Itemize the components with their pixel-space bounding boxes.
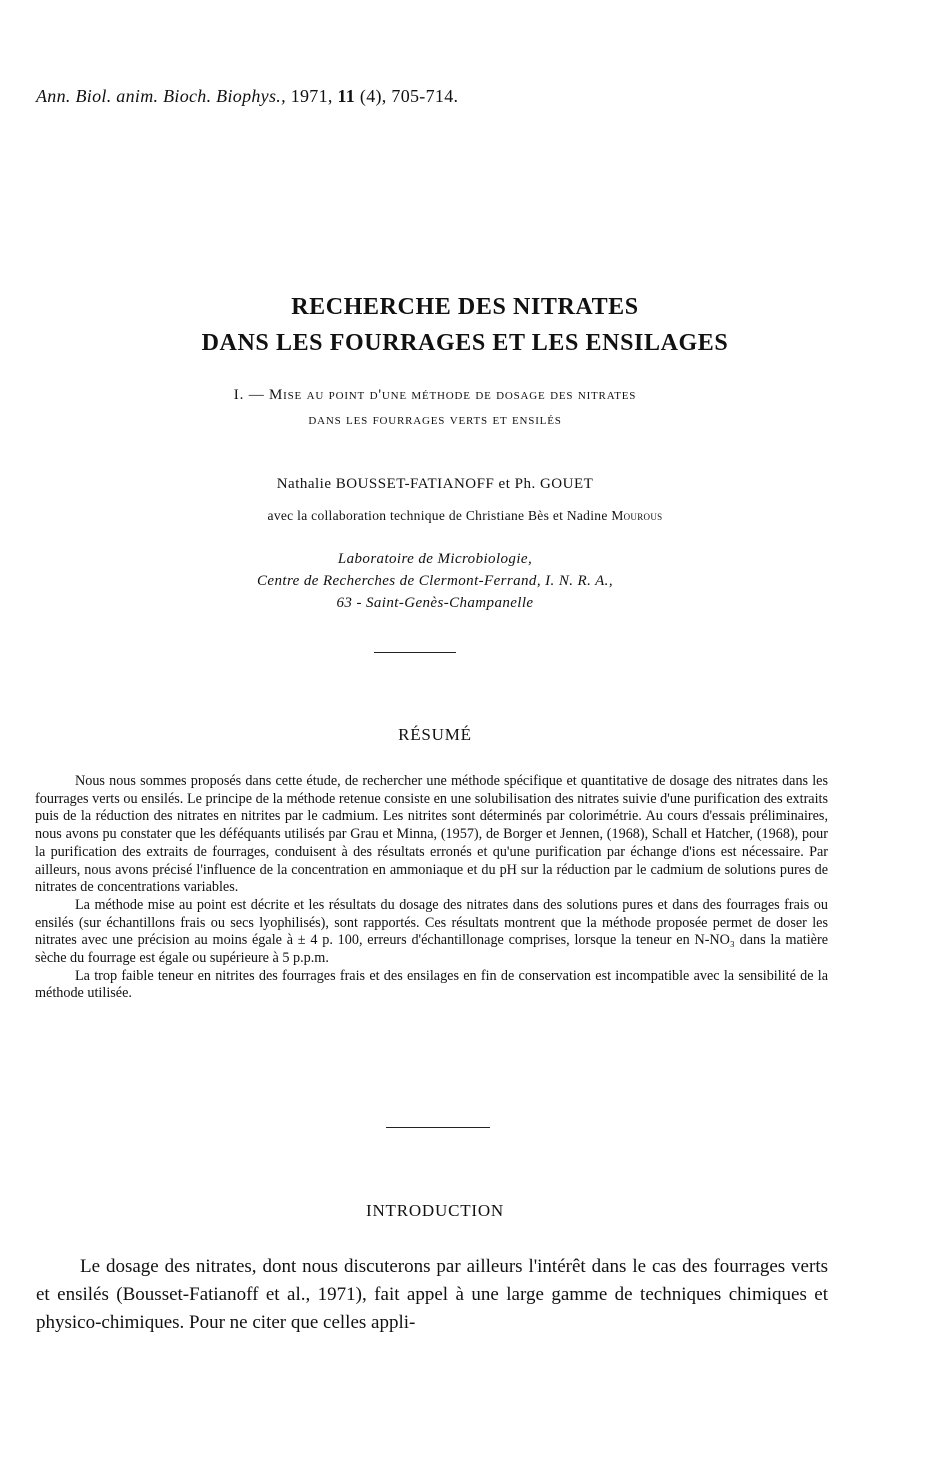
abstract bbox=[35, 773, 828, 1003]
resume-heading: RÉSUMÉ bbox=[398, 725, 472, 744]
introduction-heading: INTRODUCTION bbox=[365, 1201, 505, 1220]
subtitle-line-1: I. — Mise au point d'une méthode de dosage des nitrates bbox=[233, 387, 637, 403]
subtitle-line-2: dans les fourrages verts et ensilés bbox=[308, 412, 562, 428]
affiliation-line-3: 63 - Saint-Genès-Champanelle bbox=[336, 595, 534, 611]
authors: Nathalie BOUSSET-FATIANOFF et Ph. GOUET bbox=[276, 476, 594, 492]
section-divider bbox=[374, 652, 456, 653]
section-divider bbox=[386, 1127, 490, 1128]
affiliation-line-1: Laboratoire de Microbiologie, bbox=[337, 551, 533, 567]
journal-volume: 11 bbox=[337, 86, 356, 106]
title-line-1: RECHERCHE DES NITRATES bbox=[291, 294, 639, 320]
abstract-paragraph-3: La trop faible teneur en nitrites des fourrages frais et des ensilages en fin de conservation est incompatible avec la sensibilité de la méthode utilisée. bbox=[35, 967, 828, 1002]
collaboration-prefix: avec la collaboration technique de Christiane Bès et Nadine bbox=[267, 508, 608, 523]
journal-name: Ann. Biol. anim. Bioch. Biophys., bbox=[36, 86, 286, 106]
introduction-paragraph: Le dosage des nitrates, dont nous discuterons par ailleurs l'intérêt dans le cas des fourrages verts et ensilés (Bousset-Fatianoff et al., 1971), fait appel à une large gamme de techniques chimiques et physico-chimiques. Pour ne citer que celles appli- bbox=[36, 1256, 828, 1333]
title-line-2: DANS LES FOURRAGES ET LES ENSILAGES bbox=[201, 330, 729, 356]
abstract-paragraph-2: La méthode mise au point est décrite et les résultats du dosage des nitrates dans des solutions pures et dans des fourrages frais ou ensilés (sur échantillons frais ou secs lyophilisés), sont rapportés. Ces résultats montrent que la méthode proposée permet de doser les nitrates avec une précision au moins égale à ± 4 p. 100, erreurs d'échantillonage comprises, lorsque la teneur en N-NO₃ dans la matière sèche du fourrage est égale ou supérieure à 5 p.p.m. bbox=[35, 896, 828, 967]
affiliation-line-2: Centre de Recherches de Clermont-Ferrand, I. N. R. A., bbox=[257, 573, 613, 589]
journal-citation bbox=[36, 86, 458, 107]
journal-issue-pages: (4), 705-714. bbox=[359, 86, 459, 106]
journal-year: 1971, bbox=[290, 86, 333, 106]
collaboration-note bbox=[0, 508, 930, 524]
collaboration-surname: Mourous bbox=[611, 508, 663, 523]
abstract-paragraph-1: Nous nous sommes proposés dans cette étude, de rechercher une méthode spécifique et quantitative de dosage des nitrates dans les fourrages verts ou ensilés. Le principe de la méthode retenue consiste en une solubilisation des nitrates suivie d'une purification des extraits puis de la réduction des nitrates en nitrites par le cadmium. Les nitrites sont déterminés par colorimétrie. Au cours d'essais préliminaires, nous avons pu constater que les déféquants utilisés par Grau et Minna, (1957), de Borger et Jennen, (1968), Schall et Hatcher, (1968), pour la purification des extraits de fourrages, conduisent à des résultats erronés et qu'une purification par échange d'ions est nécessaire. Par ailleurs, nous avons précisé l'influence de la concentration en ammoniaque et du pH sur la réduction par le cadmium de solutions pures de nitrates de concentrations variables. bbox=[35, 773, 828, 896]
